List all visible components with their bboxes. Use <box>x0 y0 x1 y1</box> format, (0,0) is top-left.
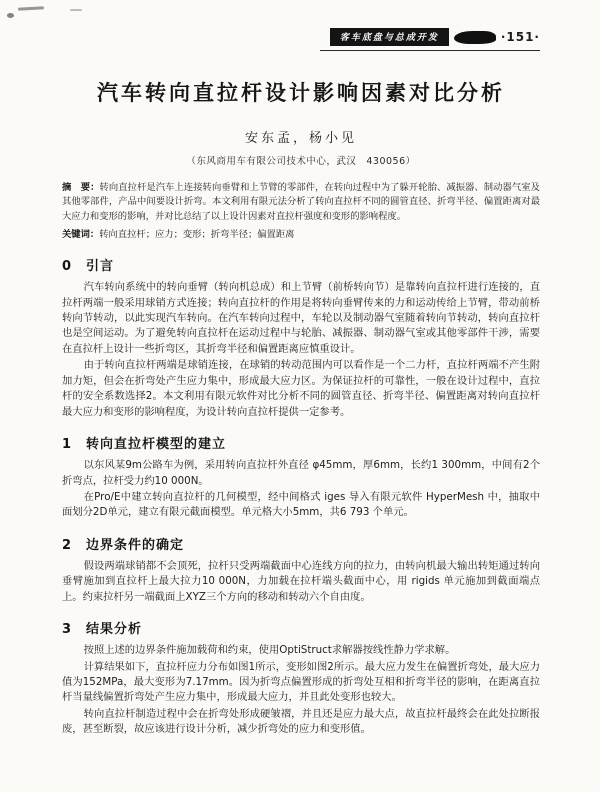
paragraph: 按照上述的边界条件施加载荷和约束，使用OptiStruct求解器按线性静力学求解。 <box>83 644 456 657</box>
section-boundary-conditions <box>62 534 540 605</box>
journal-header-right <box>320 28 540 51</box>
authors: 安东孟，杨小见 <box>244 131 357 146</box>
page-number: ·151· <box>500 30 540 44</box>
journal-header <box>62 28 540 51</box>
scan-artifact <box>18 6 44 10</box>
paragraph: 汽车转向系统中的转向垂臂（转向机总成）和上节臂（前桥转向节）是靠转向直拉杆进行连接的，直拉杆两端一般采用球销方式连接；转向直拉杆的作用是将转向垂臂传来的力和运动传给上节臂，带动前桥转向节转动，以此实现汽车转向。在汽车转向过程中，车轮以及制动器气室随着转向节转动，转向直拉杆也是空间运动。为了避免转向直拉杆在运动过程中与轮胎、减振器、制动器气室或其他零部件干涉，需要在直拉杆上设计一些折弯区，其折弯半径和偏置距离应慎重设计。 <box>62 281 540 355</box>
paragraph: 由于转向直拉杆两端是球销连接，在球销的转动范围内可以看作是一个二力杆，直拉杆两端不产生附加力矩，但会在折弯处产生应力集中，形成最大应力区。为保证拉杆的可靠性，一般在设计过程中，直拉杆的安全系数选择2。本文利用有限元软件对比分析不同的圆管直径、折弯半径、偏置距离对转向直拉杆最大应力和变形的影响程度，为设计转向直拉杆提供一定参考。 <box>62 359 540 418</box>
keywords-label: 关键词： <box>62 229 100 241</box>
section-results <box>62 618 540 738</box>
affiliation: （东风商用车有限公司技术中心，武汉 430056） <box>186 156 416 167</box>
paragraph: 转向直拉杆制造过程中会在折弯处形成硬皱褶，并且还是应力最大点，故直拉杆最终会在此处拉断报废，甚至断裂，故应该进行设计分析，减少折弯处的应力和变形值。 <box>62 707 540 736</box>
ink-blob-logo <box>454 31 496 44</box>
section-heading: 1 转向直拉杆模型的建立 <box>62 437 227 453</box>
section-heading: 2 边界条件的确定 <box>62 537 185 553</box>
section-introduction <box>62 255 540 420</box>
paragraph: 以东风某9m公路车为例，采用转向直拉杆外直径 φ45mm，厚6mm，长约1 300mm，中间有2个折弯点，拉杆受力约10 000N。 <box>62 459 540 487</box>
section-model-setup <box>62 433 540 521</box>
scan-artifact <box>70 9 82 11</box>
abstract-label: 摘 要： <box>62 182 100 193</box>
paragraph: 在Pro/E中建立转向直拉杆的几何模型，经中间格式 iges 导入有限元软件 HyperMesh 中，抽取中面划分2D单元，建立有限元截面模型。单元格大小5mm，共6 793 个单元。 <box>62 490 540 519</box>
paper-title: 汽车转向直拉杆设计影响因素对比分析 <box>97 81 505 105</box>
section-heading: 0 引言 <box>62 259 115 275</box>
section-heading: 3 结果分析 <box>62 622 143 638</box>
sections <box>62 255 540 738</box>
journal-banner: 客车底盘与总成开发 <box>330 28 449 46</box>
keywords-text: 转向直拉杆；应力；变形；折弯半径；偏置距离 <box>99 229 295 241</box>
paragraph: 计算结果如下，直拉杆应力分布如图1所示，变形如图2所示。最大应力发生在偏置折弯处，最大应力值为152MPa，最大变形为7.17mm。因为折弯点偏置形成的折弯处互相和折弯半径的影响，在距离直拉杆当量线偏置折弯处产生应力集中，形成最大应力，并且此处变形也较大。 <box>62 660 540 704</box>
paragraph: 假设两端球销都不会顶死，拉杆只受两端截面中心连线方向的拉力，由转向机最大输出转矩通过转向垂臂施加到直拉杆上最大拉力10 000N，力加载在拉杆端头截面中心，用 rigids 单元施加到截面端点上。约束拉杆另一端截面上XYZ三个方向的移动和转动六个自由度。 <box>62 559 540 603</box>
abstract-text: 转向直拉杆是汽车上连接转向垂臂和上节臂的零部件，在转向过程中为了躲开轮胎、减振器、制动器气室及其他零部件，产品中间要设计折弯。本文利用有限元法分析了转向直拉杆不同的圆管直径、折弯半径、偏置距离对最大应力和变形的影响，并对比总结了以上设计因素对直拉杆强度和变形的影响程度。 <box>62 182 540 222</box>
keywords <box>62 228 540 242</box>
scan-artifact <box>7 13 14 18</box>
abstract <box>62 181 540 224</box>
